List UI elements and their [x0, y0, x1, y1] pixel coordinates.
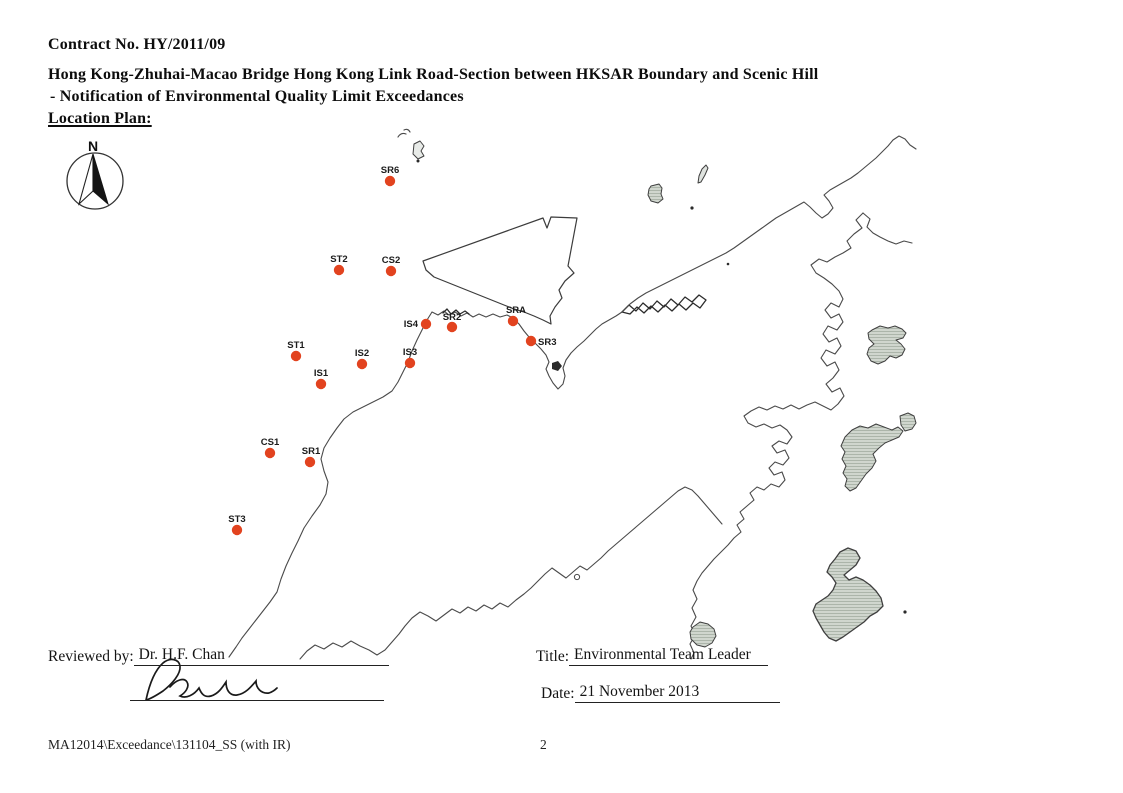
island-ma-wan: [867, 326, 906, 364]
footer-file-reference: MA12014\Exceedance\131104_SS (with IR): [48, 737, 291, 752]
station-dot: [526, 336, 536, 346]
islet-dot-1: [417, 160, 420, 163]
station-dot: [305, 457, 315, 467]
signature-line: [130, 700, 384, 701]
lantau-bottom-coast: [300, 487, 722, 659]
island-small-grey: [648, 184, 663, 203]
station-is2: [355, 348, 369, 369]
station-label: SR1: [301, 446, 321, 457]
station-dot: [334, 265, 344, 275]
station-is1: [314, 368, 329, 389]
station-dot: [357, 359, 367, 369]
station-label: SR2: [442, 312, 462, 323]
station-sra: [506, 305, 526, 326]
station-dot: [316, 379, 326, 389]
reviewed-by-row: [48, 646, 389, 666]
station-label: IS3: [402, 347, 418, 358]
north-compass: [67, 138, 123, 209]
station-marker-layer: [228, 165, 556, 535]
station-is3: [403, 347, 417, 368]
station-sr1: [302, 446, 321, 467]
title-value: Environmental Team Leader: [569, 646, 768, 666]
title-label: Title:: [536, 648, 570, 665]
document-title-line2: - Notification of Environmental Quality Limit Exceedances: [50, 88, 464, 105]
station-label: IS4: [403, 319, 418, 330]
reviewed-by-label: Reviewed by:: [48, 648, 134, 665]
island-layer: [413, 141, 916, 647]
station-cs1: [261, 437, 280, 458]
station-label: ST3: [228, 514, 246, 525]
compass-north-label: N: [87, 138, 99, 154]
station-label: CS2: [381, 255, 401, 266]
document-title-line1: Hong Kong-Zhuhai-Macao Bridge Hong Kong Link Road-Section between HKSAR Boundary and Scenic Hill: [48, 66, 819, 83]
islet-dot-2: [690, 206, 693, 209]
station-dot: [291, 351, 301, 361]
date-value: 21 November 2013: [575, 683, 780, 703]
station-label: SR6: [380, 165, 400, 176]
coastline-layer: [229, 129, 916, 659]
islet-north: [413, 141, 424, 159]
coast-curl: [863, 213, 912, 244]
airport-island-outline: [423, 217, 577, 324]
reclamation-outline: [622, 295, 706, 314]
station-label: IS1: [313, 368, 329, 379]
islet-dot-3: [727, 263, 730, 266]
island-bottom-center: [690, 622, 716, 647]
date-label: Date:: [541, 685, 575, 702]
station-label: SRA: [505, 305, 527, 316]
title-row: [536, 646, 768, 666]
station-sr2: [443, 312, 461, 332]
station-st2: [330, 254, 347, 275]
island-sliver: [698, 165, 708, 183]
station-dot: [265, 448, 275, 458]
station-label: IS2: [354, 348, 370, 359]
station-cs2: [382, 255, 400, 276]
station-label: SR3: [538, 337, 557, 348]
tung-chung-bay-mark: [552, 361, 562, 371]
station-st1: [287, 340, 305, 361]
islet-dot-4: [903, 610, 906, 613]
station-dot: [447, 322, 457, 332]
tuen-mun-coast: [622, 136, 916, 312]
station-dot: [385, 176, 395, 186]
islet-ring: [574, 574, 579, 579]
station-dot: [421, 319, 431, 329]
station-label: CS1: [260, 437, 280, 448]
station-dot: [232, 525, 242, 535]
island-mid-right: [841, 424, 903, 491]
station-label: ST2: [330, 254, 348, 265]
island-bottom-right: [813, 548, 883, 641]
footer-page-number: 2: [540, 737, 547, 752]
station-label: ST1: [287, 340, 305, 351]
station-sr3: [526, 336, 557, 348]
date-row: [541, 683, 780, 703]
islet-arcs: [398, 129, 410, 137]
station-dot: [386, 266, 396, 276]
station-sr6: [381, 165, 399, 186]
lantau-west-coast: [229, 311, 622, 657]
reviewed-by-value: Dr. H.F. Chan: [134, 646, 389, 666]
station-dot: [405, 358, 415, 368]
island-mid-right-north-bit: [900, 413, 916, 431]
station-st3: [228, 514, 245, 535]
station-is4: [404, 319, 431, 330]
location-plan-heading: Location Plan:: [48, 110, 152, 127]
contract-number: Contract No. HY/2011/09: [48, 36, 226, 53]
station-dot: [508, 316, 518, 326]
